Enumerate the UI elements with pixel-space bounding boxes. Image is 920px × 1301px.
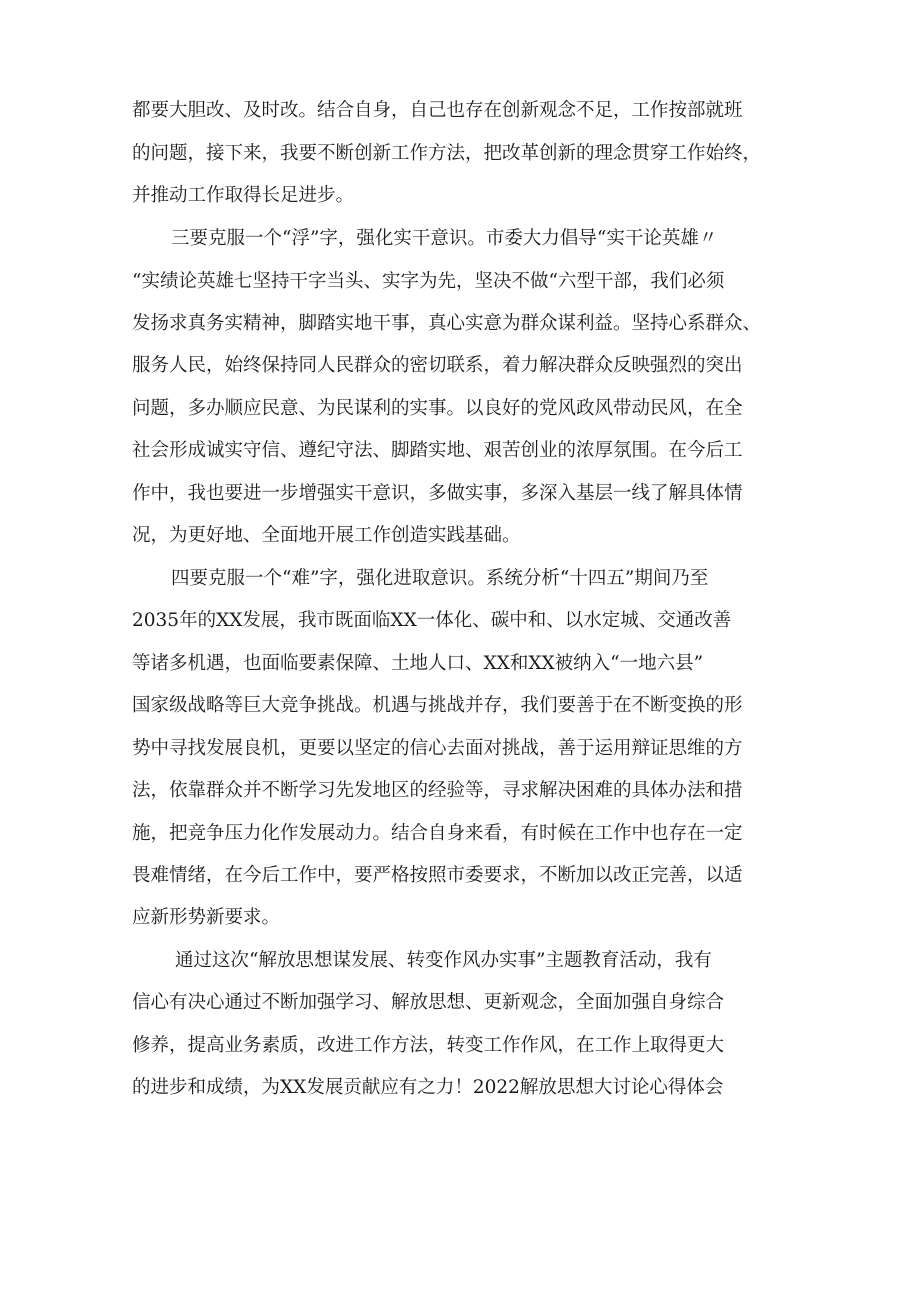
text-line: 法，依靠群众并不断学习先发地区的经验等，寻求解决困难的具体办法和措: [132, 780, 743, 801]
text-line: 信心有决心通过不断加强学习、解放思想、更新观念，全面加强自身综合: [132, 992, 725, 1013]
text-line: 社会形成诚实守信、遵纪守法、脚踏实地、艰苦创业的浓厚氛围。在今后工: [132, 440, 743, 461]
text-line: 都要大胆改、及时改。结合自身，自己也存在创新观念不足，工作按部就班: [132, 100, 743, 121]
text-line: 并推动工作取得长足进步。: [132, 185, 355, 206]
text-line: 发扬求真务实精神，脚踏实地干事，真心实意为群众谋利益。坚持心系群众、: [132, 313, 762, 334]
text-line: 作中，我也要进一步增强实干意识，多做实事，多深入基层一线了解具体情: [132, 483, 743, 504]
text-line: 等诸多机遇，也面临要素保障、土地人口、XX和XX被纳入“一地六县”: [132, 653, 704, 674]
text-line: 三要克服一个“浮”字，强化实干意识。市委大力倡导“实干论英雄〃: [171, 228, 718, 249]
text-line: “实绩论英雄七坚持干字当头、实字为先，坚决不做“六型干部，我们必须: [132, 271, 725, 292]
text-line: 的问题，接下来，我要不断创新工作方法，把改革创新的理念贯穿工作始终，: [132, 143, 762, 164]
text-line: 应新形势新要求。: [132, 907, 281, 928]
text-line: 畏难情绪，在今后工作中，要严格按照市委要求，不断加以改正完善，以适: [132, 865, 743, 886]
text-line: 问题，多办顺应民意、为民谋利的实事。以良好的党风政风带动民风，在全: [132, 398, 743, 419]
text-line: 修养，提高业务素质，改进工作方法，转变工作作风，在工作上取得更大: [132, 1035, 725, 1056]
text-line: 通过这次“解放思想谋发展、转变作风办实事”主题教育活动，我有: [175, 950, 712, 971]
text-line: 国家级战略等巨大竞争挑战。机遇与挑战并存，我们要善于在不断变换的形: [132, 695, 743, 716]
text-line: 的进步和成绩，为XX发展贡献应有之力！2022解放思想大讨论心得体会: [132, 1077, 724, 1098]
text-line: 施，把竞争压力化作发展动力。结合自身来看，有时候在工作中也存在一定: [132, 823, 743, 844]
text-line: 2035年的XX发展，我市既面临XX一体化、碳中和、以水定城、交通改善: [132, 610, 732, 631]
text-line: 四要克服一个“难”字，强化进取意识。系统分析“十四五”期间乃至: [171, 568, 709, 589]
text-line: 服务人民，始终保持同人民群众的密切联系，着力解决群众反映强烈的突出: [132, 355, 743, 376]
text-line: 况，为更好地、全面地开展工作创造实践基础。: [132, 525, 521, 546]
text-line: 势中寻找发展良机，更要以坚定的信心去面对挑战，善于运用辩证思维的方: [132, 738, 743, 759]
